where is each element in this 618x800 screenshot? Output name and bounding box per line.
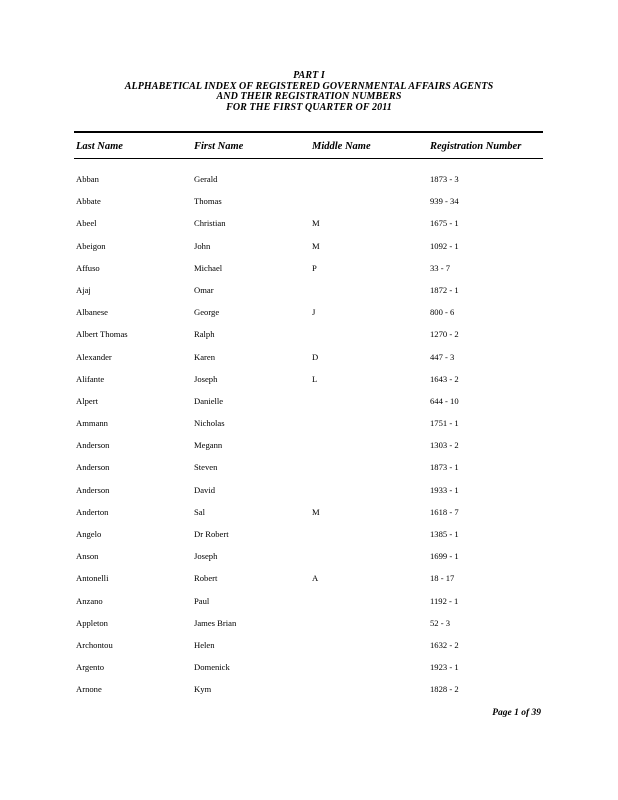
- first-name-cell: Megann: [194, 440, 223, 451]
- table-row: [0, 485, 618, 507]
- last-name-cell: Abbate: [76, 196, 101, 207]
- last-name-cell: Arnone: [76, 684, 102, 695]
- table-row: [0, 551, 618, 573]
- registration-number-cell: 1270 - 2: [430, 329, 459, 340]
- last-name-cell: Angelo: [76, 529, 102, 539]
- registration-number-cell: 1192 - 1: [430, 595, 459, 606]
- table-row: [0, 440, 618, 462]
- registration-number-cell: 1385 - 1: [430, 529, 459, 539]
- last-name-cell: Affuso: [76, 262, 100, 273]
- last-name-cell: Alifante: [76, 373, 105, 384]
- first-name-cell: Danielle: [194, 395, 224, 406]
- first-name-cell: Michael: [194, 262, 223, 273]
- last-name-cell: Argento: [76, 662, 105, 673]
- first-name-cell: Karen: [194, 351, 215, 362]
- table-row: [0, 418, 618, 440]
- registration-number-cell: 1632 - 2: [430, 639, 459, 650]
- first-name-cell: James Brian: [194, 617, 237, 628]
- table-row: [0, 507, 618, 529]
- registration-number-cell: 1643 - 2: [430, 373, 459, 384]
- first-name-cell: Omar: [194, 284, 214, 295]
- last-name-cell: Anderton: [76, 506, 109, 517]
- table-row: [0, 573, 618, 595]
- first-name-cell: Paul: [194, 595, 210, 606]
- table-row: [0, 307, 618, 329]
- first-name-cell: Joseph: [194, 373, 218, 384]
- table-row: [0, 218, 618, 240]
- registration-number-cell: 939 - 34: [430, 196, 459, 207]
- last-name-cell: Alexander: [76, 351, 112, 362]
- registration-number-cell: 52 - 3: [430, 617, 451, 628]
- last-name-cell: Abeel: [76, 218, 97, 229]
- first-name-cell: Christian: [194, 218, 226, 229]
- first-name-cell: Gerald: [194, 174, 218, 184]
- table-row: [0, 596, 618, 618]
- first-name-cell: Thomas: [194, 196, 222, 207]
- registration-number-cell: 1933 - 1: [430, 484, 459, 495]
- registration-number-cell: 1923 - 1: [430, 662, 459, 673]
- last-name-cell: Abban: [76, 174, 99, 184]
- first-name-cell: Ralph: [194, 329, 215, 340]
- first-name-cell: George: [194, 307, 220, 318]
- table-header: [0, 141, 618, 155]
- middle-name-cell: M: [312, 506, 320, 517]
- last-name-cell: Albanese: [76, 307, 108, 318]
- title-line-numbers: AND THEIR REGISTRATION NUMBERS: [216, 91, 402, 102]
- middle-name-cell: L: [312, 373, 318, 384]
- first-name-cell: Robert: [194, 573, 218, 584]
- first-name-cell: John: [194, 240, 211, 251]
- registration-number-cell: 1828 - 2: [430, 684, 459, 695]
- registration-number-cell: 1872 - 1: [430, 284, 459, 295]
- last-name-cell: Anderson: [76, 440, 110, 451]
- last-name-cell: Ammann: [76, 418, 108, 429]
- registration-number-cell: 800 - 6: [430, 307, 455, 318]
- first-name-cell: Sal: [194, 506, 205, 517]
- last-name-cell: Appleton: [76, 617, 108, 628]
- document-title: [0, 71, 618, 113]
- header-registration-number: Registration Number: [430, 141, 522, 152]
- registration-number-cell: 1092 - 1: [430, 240, 459, 251]
- header-last-name: Last Name: [76, 141, 123, 152]
- last-name-cell: Ajaj: [76, 284, 91, 295]
- middle-name-cell: D: [312, 351, 319, 362]
- first-name-cell: Steven: [194, 462, 218, 473]
- middle-name-cell: M: [312, 240, 320, 251]
- title-line-part: PART I: [293, 70, 325, 81]
- registration-number-cell: 1675 - 1: [430, 218, 459, 229]
- middle-name-cell: J: [312, 307, 316, 318]
- first-name-cell: Nicholas: [194, 418, 225, 429]
- first-name-cell: Domenick: [194, 662, 230, 673]
- table-row: [0, 640, 618, 662]
- table-row: [0, 174, 618, 196]
- registration-number-cell: 1751 - 1: [430, 418, 459, 429]
- table-row: [0, 462, 618, 484]
- last-name-cell: Alpert: [76, 395, 98, 406]
- last-name-cell: Antonelli: [76, 573, 109, 584]
- first-name-cell: Joseph: [194, 551, 218, 562]
- registration-number-cell: 33 - 7: [430, 262, 451, 273]
- registration-number-cell: 1303 - 2: [430, 440, 459, 451]
- title-line-quarter: FOR THE FIRST QUARTER OF 2011: [226, 101, 392, 113]
- table-row: [0, 241, 618, 263]
- table-row: [0, 662, 618, 684]
- registration-number-cell: 1699 - 1: [430, 551, 459, 562]
- table-body: [0, 174, 618, 707]
- header-first-name: First Name: [194, 141, 244, 152]
- registration-number-cell: 447 - 3: [430, 351, 455, 362]
- last-name-cell: Anderson: [76, 484, 110, 495]
- table-row: [0, 396, 618, 418]
- last-name-cell: Anzano: [76, 595, 103, 606]
- registration-number-cell: 644 - 10: [430, 395, 459, 406]
- table-row: [0, 285, 618, 307]
- table-row: [0, 329, 618, 351]
- header-bottom-rule: [74, 158, 543, 159]
- last-name-cell: Abeigon: [76, 240, 106, 251]
- middle-name-cell: M: [312, 218, 320, 229]
- registration-number-cell: 1873 - 3: [430, 174, 459, 184]
- title-line-index: ALPHABETICAL INDEX OF REGISTERED GOVERNMENTAL AFFAIRS AGENTS: [124, 80, 494, 92]
- middle-name-cell: A: [312, 573, 319, 584]
- table-row: [0, 618, 618, 640]
- first-name-cell: Dr Robert: [194, 529, 229, 539]
- registration-number-cell: 18 - 17: [430, 573, 455, 584]
- header-middle-name: Middle Name: [312, 141, 371, 152]
- header-top-rule: [74, 131, 543, 133]
- page-number: Page 1 of 39: [492, 708, 541, 718]
- registration-number-cell: 1873 - 1: [430, 462, 459, 473]
- registration-number-cell: 1618 - 7: [430, 506, 459, 517]
- last-name-cell: Anderson: [76, 462, 110, 473]
- first-name-cell: Kym: [194, 684, 212, 695]
- table-row: [0, 374, 618, 396]
- middle-name-cell: P: [312, 262, 317, 273]
- first-name-cell: Helen: [194, 639, 215, 650]
- table-row: [0, 196, 618, 218]
- table-row: [0, 529, 618, 551]
- last-name-cell: Archontou: [76, 639, 113, 650]
- table-row: [0, 684, 618, 706]
- table-row: [0, 263, 618, 285]
- last-name-cell: Anson: [76, 551, 99, 562]
- table-row: [0, 352, 618, 374]
- first-name-cell: David: [194, 484, 216, 495]
- last-name-cell: Albert Thomas: [76, 329, 128, 340]
